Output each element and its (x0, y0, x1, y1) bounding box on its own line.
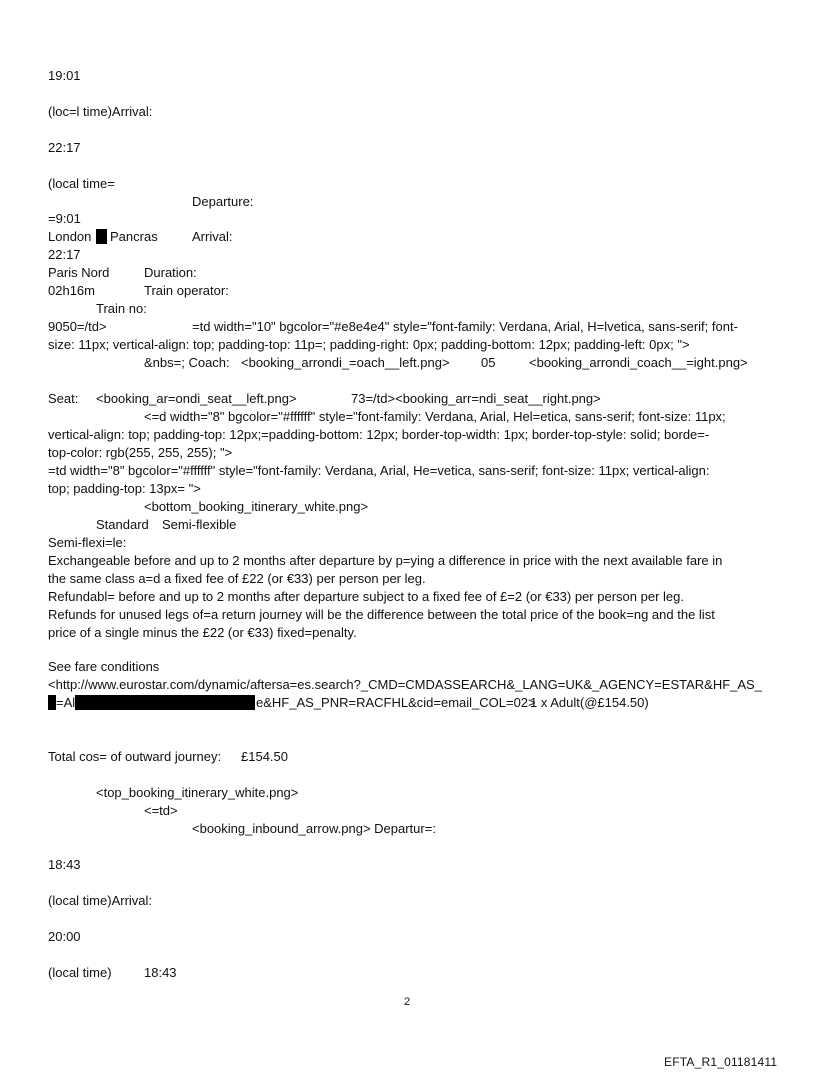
duration-value: 02h16m (48, 283, 95, 298)
html-source-line: top-color: rgb(255, 255, 255); "> (48, 445, 233, 460)
arrival-label-line: (local time)Arrival: (48, 893, 153, 908)
html-source-line: top; padding-top: 13px= "> (48, 481, 201, 496)
time-line: 19:01 (48, 68, 81, 83)
coach-image-ref-right: <booking_arrondi_coach__=ight.png> (529, 355, 748, 370)
coach-image-ref-left: <booking_arrondi_=oach__left.png> (241, 355, 450, 370)
local-time-line: (local time) (48, 965, 112, 980)
arrival-label: Arrival: (192, 229, 233, 244)
time-line: 22:17 (48, 140, 81, 155)
fare-conditions-text: Refundabl= before and up to 2 months after departure subject to a fixed fee of £=2 (or €33) per person per leg. (48, 589, 684, 604)
html-source-line: =td width="10" bgcolor="#e8e4e4" style="font-family: Verdana, Arial, H=lvetica, sans-serif; font- (192, 319, 738, 334)
fare-conditions-url-fragment: =Al (56, 695, 76, 710)
fare-conditions-text: the same class a=d a fixed fee of £22 (or €33) per person per leg. (48, 571, 426, 586)
fare-conditions-url[interactable]: <http://www.eurostar.com/dynamic/aftersa=es.search?_CMD=CMDASSEARCH&_LANG=UK&_AGENCY=ESTAR&HF_AS_ (48, 677, 762, 692)
fare-conditions-url-fragment: e&HF_AS_PNR=RACFHL&cid=email_COL=02> (256, 695, 536, 710)
train-no-value: 9050=/td> (48, 319, 107, 334)
local-time-line: (local time= (48, 176, 115, 191)
arrival-time: 22:17 (48, 247, 81, 262)
arrival-label-line: (loc=l time)Arrival: (48, 104, 153, 119)
total-cost-value: £154.50 (241, 749, 288, 764)
fare-conditions-text: Exchangeable before and up to 2 months after departure by p=ying a difference in price with the next available fare in (48, 553, 723, 568)
redaction-box (96, 229, 107, 244)
html-source-line: vertical-align: top; padding-top: 12px;=padding-bottom: 12px; border-top-width: 1px; border-top-style: solid; borde=- (48, 427, 710, 442)
passenger-fare: 1 x Adult(@£154.50) (530, 695, 649, 710)
total-cost-label: Total cos= of outward journey: (48, 749, 222, 764)
train-no-label: Train no: (96, 301, 147, 316)
html-source-line: <=td> (144, 803, 178, 818)
departure-time: =9:01 (48, 211, 81, 226)
duration-label: Duration: (144, 265, 197, 280)
document-id: EFTA_R1_01181411 (664, 1055, 778, 1069)
station-pancras: Pancras (110, 229, 158, 244)
seat-image-ref-left: <booking_ar=ondi_seat__left.png> (96, 391, 297, 406)
coach-number: 05 (481, 355, 496, 370)
page-number: 2 (404, 996, 411, 1008)
station-paris-nord: Paris Nord (48, 265, 110, 280)
image-ref-line: <top_booking_itinerary_white.png> (96, 785, 299, 800)
fare-conditions-text: Refunds for unused legs of=a return journey will be the difference between the total price of the book=ng and the list (48, 607, 715, 622)
time-line: 18:43 (144, 965, 177, 980)
seat-label: Seat: (48, 391, 79, 406)
departure-label: Departure: (192, 194, 254, 209)
fare-conditions-text: price of a single minus the £22 (or €33) fixed=penalty. (48, 625, 357, 640)
inbound-departure-label: <booking_inbound_arrow.png> Departur=: (192, 821, 436, 836)
html-source-line: <=d width="8" bgcolor="#ffffff" style="font-family: Verdana, Arial, Hel=etica, sans-serif; font-size: 11px; (144, 409, 726, 424)
html-source-line: =td width="8" bgcolor="#ffffff" style="font-family: Verdana, Arial, He=vetica, sans-serif; font-size: 11px; vertical-align: (48, 463, 710, 478)
coach-label: &nbs=; Coach: (144, 355, 230, 370)
see-fare-conditions-link-text[interactable]: See fare conditions (48, 659, 160, 674)
html-source-line: size: 11px; vertical-align: top; padding-top: 11p=; padding-right: 0px; padding-bottom: 12px; padding-left: 0px; "> (48, 337, 690, 352)
station-london: London (48, 229, 92, 244)
image-ref-line: <bottom_booking_itinerary_white.png> (144, 499, 369, 514)
time-line: 18:43 (48, 857, 81, 872)
redaction-box (75, 695, 255, 710)
seat-number: 73=/td><booking_arr=ndi_seat__right.png> (351, 391, 601, 406)
redaction-box (48, 695, 56, 710)
train-operator-label: Train operator: (144, 283, 229, 298)
time-line: 20:00 (48, 929, 81, 944)
fare-type: Semi-flexible (162, 517, 237, 532)
fare-conditions-heading: Semi-flexi=le: (48, 535, 127, 550)
fare-class: Standard (96, 517, 149, 532)
